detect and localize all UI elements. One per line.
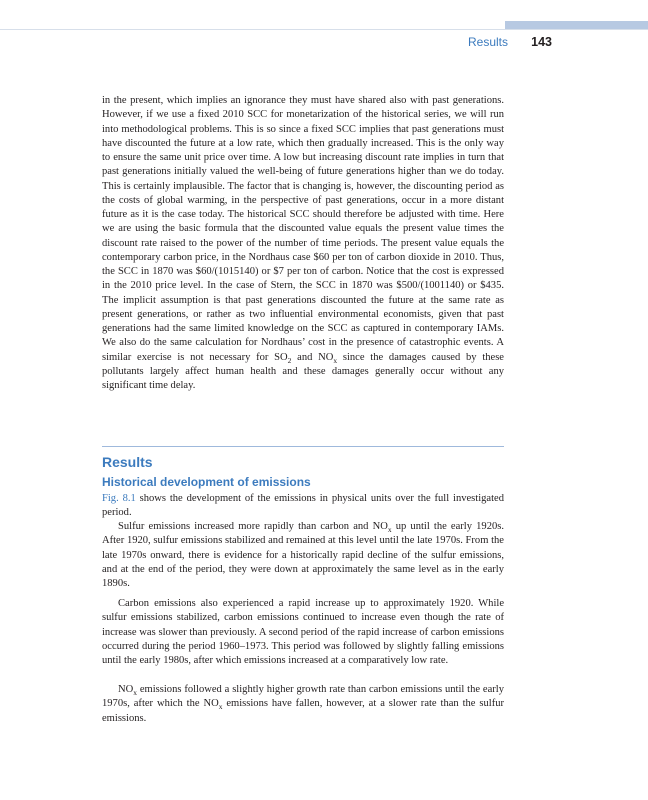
paragraph-discounting bbox=[102, 94, 504, 393]
paragraph-sulfur-start: Sulfur emissions increased more rapidly than carbon and NO bbox=[118, 521, 388, 532]
paragraph-nox bbox=[102, 683, 504, 726]
nox-subscript: x bbox=[333, 355, 338, 365]
nox-subscript: x bbox=[387, 525, 392, 535]
so2-subscript: 2 bbox=[287, 355, 292, 365]
running-head-section: Results bbox=[467, 35, 508, 49]
subheading-historical-emissions: Historical development of emissions bbox=[102, 475, 311, 489]
nox-subscript: x bbox=[133, 688, 137, 698]
paragraph-carbon: Carbon emissions also experienced a rapid increase up to approximately 1920. While sulfur emissions stabilized, carbon emissions continued to increase even though the rate of increase was slower than previously. A second period of the rapid increase of carbon emissions occurred during the period 1960–1973. This period was followed by slightly falling emissions until the early 1980s, after which emissions increased at a comparatively low rate. bbox=[102, 598, 504, 666]
paragraph-sulfur-end: up until the early 1920s. After 1920, sulfur emissions stabilized and remained at this level until the late 1970s. From the late 1970s onward, there is evidence for a historically rapid decline of the sulfur emissions, and at the end of the period, they were down at approximately the same level as in the early 1890s. bbox=[102, 521, 504, 589]
paragraph-figure-intro-text: shows the development of the emissions in physical units over the full investigated period. bbox=[102, 493, 504, 519]
page-number: 143 bbox=[531, 35, 552, 49]
paragraph-discounting-text: in the present, which implies an ignorance they must have shared also with past generations. However, if we use a fixed 2010 SCC for monetarization of the historical series, we will run into methodological problems. This is so since a fixed SCC implies that past generations must have discounted the future at a low rate, which then gradually increased. This is the only way to ensure the same unit price over time. A low but increasing discount rate implies in turn that past generations initially valued the well-being of future generations higher than we do today. This is certainly implausible. The factor that is changing is, however, the discounting period as the costs of global warming, in the perspective of past generations, occur in a more distant future as it is the case today. The historical SCC should therefore be adjusted with time. Here we are using the basic formula that the discounted value equals the present value times the discount rate raised to the power of the number of time periods. The present value equals the contemporary carbon price, in the Nordhaus case $60 per ton of carbon dioxide in 2010. Thus, the SCC in 1870 was $60/(1015140) or $7 per ton of carbon. Notice that the cost is expressed in the 2010 price level. In the case of Stern, the SCC in 1870 was $500/(1001140) or $435. The implicit assumption is that past generations discounted the future at the same rate as present generations, or rather as two influential environmental economists, given that past generations had the same limited knowledge on the SCC as captured in contemporary IAMs. We also do the same calculation for Nordhaus’ cost in the presence of catastrophic events. A similar exercise is not necessary for SO bbox=[102, 95, 504, 363]
running-head bbox=[0, 35, 648, 53]
figure-link[interactable]: Fig. 8.1 bbox=[102, 493, 136, 504]
paragraph-nox-start: NO bbox=[118, 684, 134, 695]
paragraph-figure-intro bbox=[102, 492, 504, 521]
paragraph-nox-end: emissions have fallen, however, at a slower rate than the sulfur emissions. bbox=[102, 698, 504, 724]
header-accent-band bbox=[505, 21, 648, 29]
paragraph-discounting-mid: and NO bbox=[291, 351, 334, 363]
paragraph-nox-mid: emissions followed a slightly higher growth rate than carbon emissions until the early 1970s, after which the NO bbox=[102, 684, 504, 710]
nox-subscript: x bbox=[218, 702, 223, 712]
section-divider bbox=[102, 446, 504, 447]
section-heading-results: Results bbox=[102, 454, 153, 470]
paragraph-sulfur bbox=[102, 520, 504, 591]
header-rule bbox=[0, 29, 648, 30]
paragraph-discounting-end: since the damages caused by these pollutants largely affect human health and these damages generally occur without any significant time delay. bbox=[102, 351, 504, 391]
